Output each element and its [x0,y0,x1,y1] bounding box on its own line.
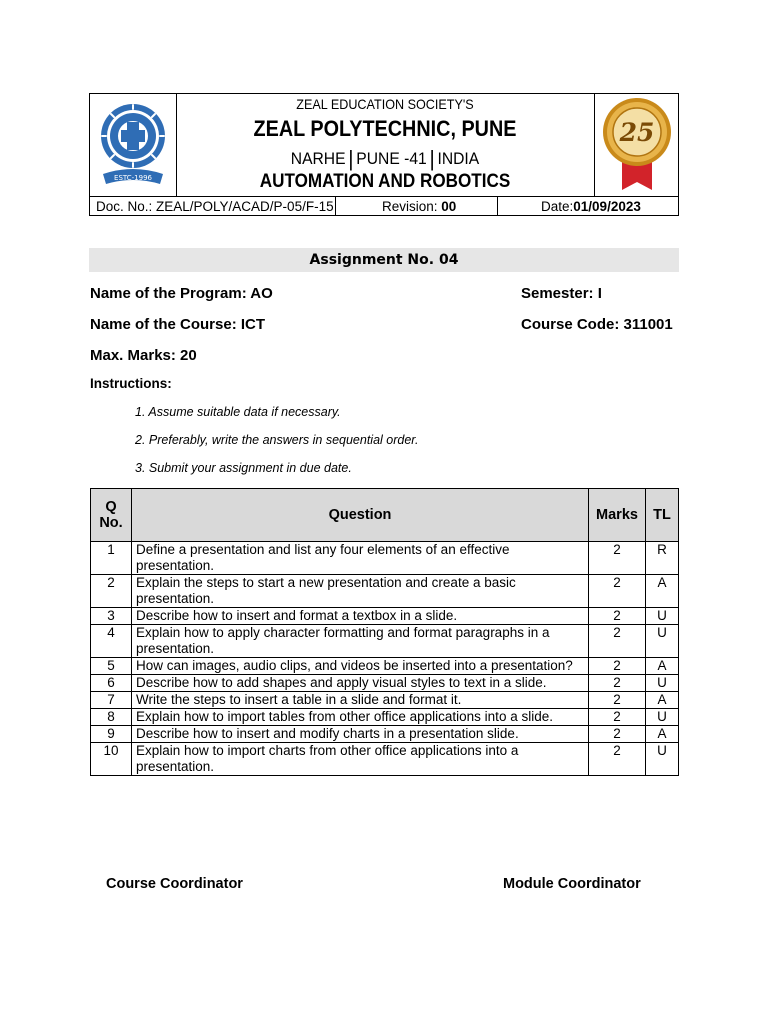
address-separator: | [429,146,435,171]
badge-number: 25 [619,118,655,147]
question-number: 6 [91,675,132,692]
question-number: 4 [91,625,132,658]
header-divider [90,196,678,197]
address-part: INDIA [437,149,480,168]
max-marks: Max. Marks: 20 [90,347,197,364]
tl-header: TL [646,489,679,542]
question-text: Explain the steps to start a new presentation and create a basic presentation. [132,575,589,608]
question-number: 3 [91,608,132,625]
question-tl: A [646,692,679,709]
instruction-item: 2. Preferably, write the answers in sequential order. [135,433,419,447]
question-marks: 2 [589,575,646,608]
question-number: 1 [91,542,132,575]
table-row [91,709,679,726]
course-code: Course Code: 311001 [521,316,673,333]
document-header [89,93,679,216]
question-marks: 2 [589,726,646,743]
question-text: Define a presentation and list any four elements of an effective presentation. [132,542,589,575]
header-divider [594,94,595,196]
question-text: How can images, audio clips, and videos be inserted into a presentation? [132,658,589,675]
question-number: 5 [91,658,132,675]
question-marks: 2 [589,743,646,776]
question-number: 10 [91,743,132,776]
question-marks: 2 [589,692,646,709]
table-row [91,675,679,692]
program-name: Name of the Program: AO [90,285,273,302]
question-number: 9 [91,726,132,743]
header-divider [176,94,177,196]
society-name: ZEAL EDUCATION SOCIETY'S [296,96,474,112]
department-name: AUTOMATION AND ROBOTICS [259,171,511,192]
college-name: ZEAL POLYTECHNIC, PUNE [253,116,517,141]
question-tl: U [646,675,679,692]
marks-header: Marks [589,489,646,542]
25-years-anniversary-badge [600,96,674,192]
question-header: Question [132,489,589,542]
question-text: Describe how to insert and modify charts in a presentation slide. [132,726,589,743]
qno-header: Q No. [91,489,132,542]
question-tl: U [646,709,679,726]
date-value: 01/09/2023 [573,199,641,214]
semester: Semester: I [521,285,602,302]
question-text: Explain how to import tables from other office applications into a slide. [132,709,589,726]
doc-number: Doc. No.: ZEAL/POLY/ACAD/P-05/F-15 [96,199,334,214]
question-tl: A [646,726,679,743]
question-tl: A [646,658,679,675]
table-row [91,743,679,776]
question-text: Explain how to apply character formatting and format paragraphs in a presentation. [132,625,589,658]
header-divider [335,196,336,216]
table-row [91,608,679,625]
logo-ribbon-text: ESTC-1996 [114,174,152,182]
revision [382,198,456,216]
table-row [91,692,679,709]
college-address [193,146,578,172]
question-marks: 2 [589,608,646,625]
question-tl: R [646,542,679,575]
question-number: 2 [91,575,132,608]
question-text: Explain how to import charts from other office applications into a presentation. [132,743,589,776]
table-row [91,542,679,575]
question-text: Write the steps to insert a table in a slide and format it. [132,692,589,709]
question-number: 8 [91,709,132,726]
instruction-item: 1. Assume suitable data if necessary. [135,405,341,419]
zeal-emblem-logo [98,100,168,190]
question-tl: U [646,743,679,776]
course-name: Name of the Course: ICT [90,316,266,333]
module-coordinator-signature: Module Coordinator [503,876,641,892]
table-row [91,575,679,608]
question-marks: 2 [589,625,646,658]
revision-label: Revision: [382,199,438,214]
question-tl: U [646,625,679,658]
question-tl: U [646,608,679,625]
question-table [90,488,679,776]
course-coordinator-signature: Course Coordinator [106,876,243,892]
table-row [91,625,679,658]
question-marks: 2 [589,675,646,692]
question-marks: 2 [589,658,646,675]
question-text: Describe how to add shapes and apply visual styles to text in a slide. [132,675,589,692]
header-divider [497,196,498,216]
table-row [91,726,679,743]
table-header-row [91,489,679,542]
date-label: Date: [541,199,574,214]
instructions-title: Instructions: [90,376,172,391]
table-row [91,658,679,675]
date [541,198,641,216]
instruction-item: 3. Submit your assignment in due date. [135,461,352,475]
question-number: 7 [91,692,132,709]
question-tl: A [646,575,679,608]
question-marks: 2 [589,542,646,575]
address-part: PUNE -41 [356,149,427,168]
assignment-title: Assignment No. 04 [89,248,679,272]
address-separator: | [348,146,354,171]
address-part: NARHE [290,149,346,168]
question-marks: 2 [589,709,646,726]
revision-value: 00 [441,199,457,214]
question-text: Describe how to insert and format a textbox in a slide. [132,608,589,625]
